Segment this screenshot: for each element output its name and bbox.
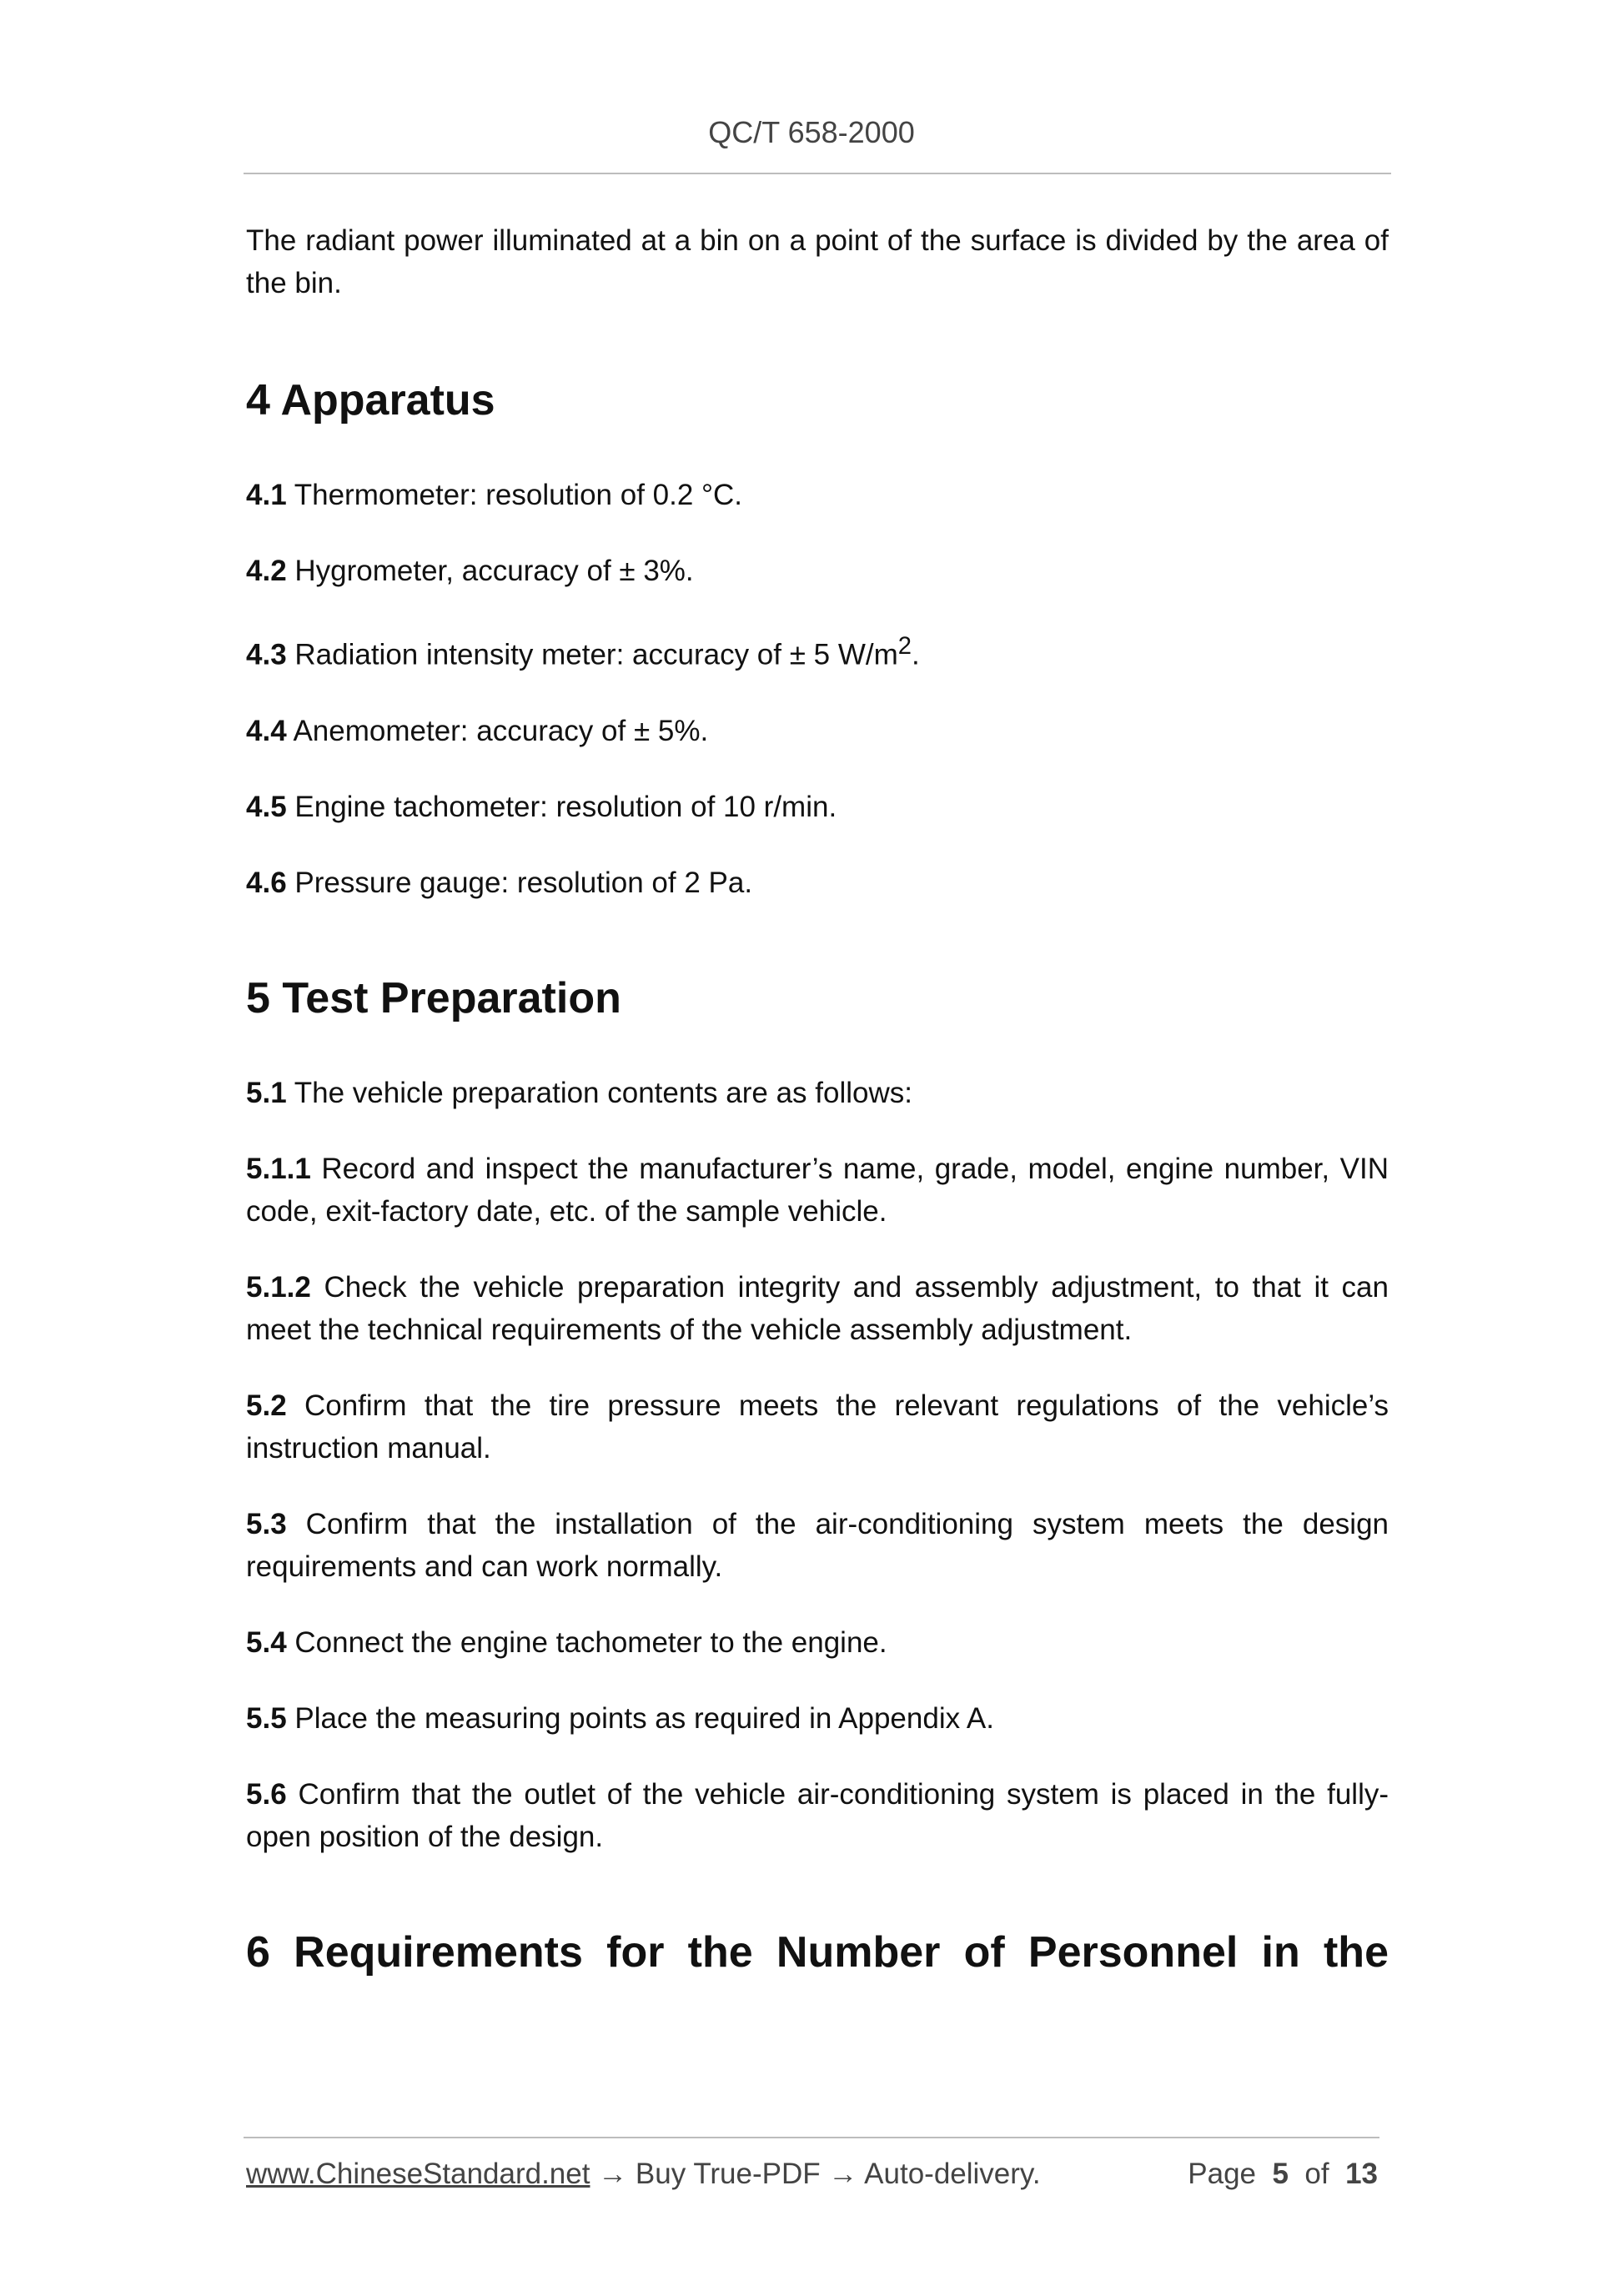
- clause-number: 4.2: [246, 555, 287, 587]
- clause-number: 4.6: [246, 866, 287, 899]
- website-link[interactable]: www.ChineseStandard.net: [246, 2158, 590, 2190]
- clause-number: 5.6: [246, 1777, 287, 1811]
- clause-text: Record and inspect the manufacturer’s name, grade, model, engine number, VIN code, exit-factory date, etc. of the sample vehicle.: [246, 1152, 1389, 1228]
- clause-number: 4.3: [246, 638, 287, 671]
- clause-number: 5.1.1: [246, 1152, 311, 1185]
- clause-tail: .: [911, 638, 920, 671]
- clause-text: Anemometer: accuracy of ± 5%.: [286, 714, 709, 747]
- clause-5-1-1: [246, 1148, 1389, 1233]
- clause-number: 5.1: [246, 1076, 287, 1109]
- clause-5-3: [246, 1503, 1389, 1588]
- clause-4-1: [246, 474, 1389, 516]
- page-word: Page: [1188, 2158, 1257, 2190]
- clause-text: Confirm that the tire pressure meets the relevant regulations of the vehicle’s instruction manual.: [246, 1389, 1389, 1465]
- document-body: [246, 219, 1389, 2026]
- section-6-heading: 6 Requirements for the Number of Personnel in the: [246, 1927, 1389, 1977]
- clause-5-6: [246, 1773, 1389, 1858]
- clause-4-6: [246, 862, 1389, 904]
- clause-number: 4.4: [246, 714, 287, 747]
- clause-text: Connect the engine tachometer to the engine.: [286, 1625, 887, 1659]
- clause-4-4: [246, 710, 1389, 752]
- clause-5-1-2: [246, 1266, 1389, 1351]
- clause-text: Hygrometer, accuracy of ± 3%.: [286, 555, 694, 587]
- header-divider: [244, 173, 1391, 174]
- clause-number: 5.1.2: [246, 1270, 311, 1304]
- clause-text: Engine tachometer: resolution of 10 r/min.: [286, 790, 837, 823]
- clause-5-4: [246, 1621, 1389, 1664]
- clause-number: 5.5: [246, 1701, 287, 1735]
- page-number: 5: [1272, 2158, 1289, 2190]
- clause-4-5: [246, 786, 1389, 828]
- footer-tagline: → Buy True-PDF → Auto-delivery.: [590, 2158, 1041, 2190]
- clause-text: Thermometer: resolution of 0.2 °C.: [286, 479, 743, 511]
- clause-text: Pressure gauge: resolution of 2 Pa.: [286, 866, 753, 899]
- clause-number: 4.1: [246, 479, 287, 511]
- clause-text: Place the measuring points as required in Appendix A.: [286, 1701, 994, 1735]
- clause-text: Confirm that the outlet of the vehicle air-conditioning system is placed in the fully-open position of the design.: [246, 1777, 1389, 1853]
- clause-5-1: [246, 1072, 1389, 1114]
- page-header-title: QC/T 658-2000: [708, 115, 915, 149]
- clause-text: Check the vehicle preparation integrity and assembly adjustment, to that it can meet the technical requirements of the vehicle assembly adjustment.: [246, 1270, 1389, 1346]
- clause-number: 5.3: [246, 1507, 287, 1540]
- clause-4-3: [246, 625, 1389, 676]
- footer-promo: [246, 2158, 1041, 2191]
- page-total: 13: [1345, 2158, 1378, 2190]
- section-5-heading: 5 Test Preparation: [246, 973, 621, 1022]
- clause-5-2: [246, 1384, 1389, 1470]
- clause-5-5: [246, 1697, 1389, 1740]
- clause-text: Confirm that the installation of the air-conditioning system meets the design requirements and can work normally.: [246, 1507, 1389, 1583]
- clause-number: 5.4: [246, 1625, 287, 1659]
- section-4-heading: 4 Apparatus: [246, 376, 495, 425]
- intro-paragraph: The radiant power illuminated at a bin on a point of the surface is divided by the area of the bin.: [246, 224, 1389, 299]
- clause-text: The vehicle preparation contents are as follows:: [286, 1076, 912, 1109]
- of-word: of: [1304, 2158, 1329, 2190]
- superscript: 2: [897, 633, 912, 660]
- clause-number: 4.5: [246, 790, 287, 823]
- footer-divider: [244, 2137, 1379, 2138]
- clause-number: 5.2: [246, 1389, 287, 1422]
- page-indicator: [1188, 2158, 1378, 2191]
- clause-4-2: [246, 550, 1389, 592]
- clause-text: Radiation intensity meter: accuracy of ± 5 W/m: [286, 638, 898, 671]
